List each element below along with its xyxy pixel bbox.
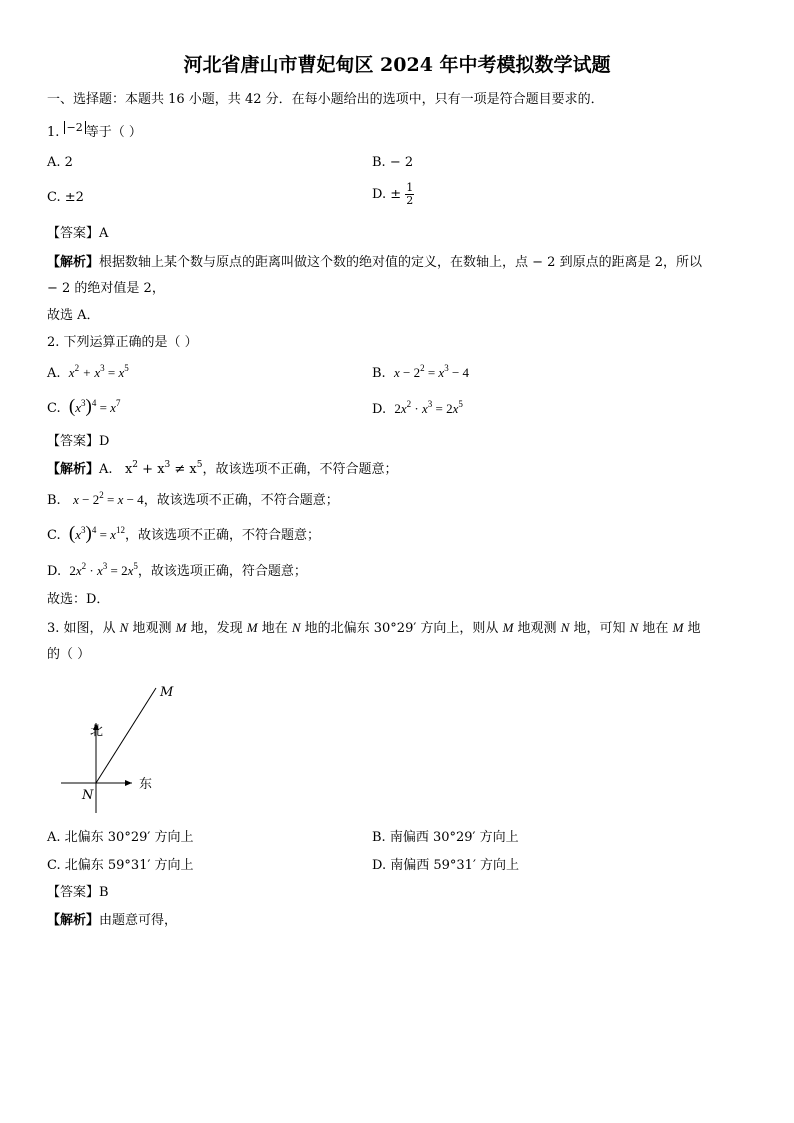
q1-option-b: B. − 2	[372, 155, 414, 170]
var-m: M	[502, 620, 514, 635]
option-label: B.	[372, 366, 386, 381]
q1-option-c: C. ±2	[47, 190, 84, 205]
text: 地观测	[513, 621, 561, 636]
analysis-tag: 【解析】	[47, 255, 100, 270]
var-n: N	[119, 620, 129, 635]
fraction-denominator: 2	[406, 194, 414, 207]
q1-conclusion: 故选 A．	[47, 308, 100, 323]
analysis-tag: 【解析】	[47, 462, 100, 477]
q2-expl-c-formula: $(x^3)^4 = x^{12}$	[68, 523, 125, 544]
var-m: M	[672, 620, 684, 635]
q2-expl-c-text: ，故该选项不正确，不符合题意；	[124, 528, 320, 543]
direction-ray	[96, 688, 156, 783]
q2-expl-b-formula: $x - 2^2 = x - 4$	[73, 490, 144, 507]
text: 3. 如图，从	[47, 621, 120, 636]
q1-analysis-line-1	[47, 254, 702, 272]
q2-stem: 2. 下列运算正确的是（ ）	[47, 335, 198, 350]
q2-option-d	[372, 400, 463, 419]
q3-option-c: C. 北偏东 59°31′ 方向上	[47, 858, 194, 873]
q1-option-d-prefix: D. ±	[372, 187, 402, 202]
analysis-tag: 【解析】	[47, 913, 100, 928]
q1-analysis-line-2: − 2 的绝对值是 2，	[47, 281, 165, 296]
option-label: D.	[47, 564, 62, 579]
var-m: M	[175, 620, 187, 635]
q3-stem-line-2: 的（ ）	[47, 647, 91, 662]
section-heading: 一、选择题：本题共 16 小题，共 42 分．在每小题给出的选项中，只有一项是符合题目要求的．	[47, 92, 604, 107]
q2-option-c-formula: $(x^3)^4 = x^7$	[68, 396, 121, 417]
fraction-numerator: 1	[406, 181, 414, 194]
q1-analysis-text-1: 根据数轴上某个数与原点的距离叫做这个数的绝对值的定义，在数轴上，点 − 2 到原点的距离是 2，所以	[99, 255, 702, 270]
text: 地的北偏东 30°29′ 方向上，则从	[300, 621, 503, 636]
q2-expl-d	[47, 562, 307, 581]
q1-stem	[47, 121, 142, 142]
option-label: C.	[47, 401, 61, 416]
q2-expl-a	[47, 461, 398, 479]
q3-option-b: B. 南偏西 30°29′ 方向上	[372, 830, 519, 845]
text: 地，发现	[186, 621, 247, 636]
q3-analysis-text: 由题意可得，	[99, 913, 178, 928]
point-m-label: M	[160, 685, 174, 700]
var-m: M	[246, 620, 258, 635]
q2-option-a-formula: $x^2 + x^3 = x^5$	[68, 363, 129, 380]
option-label: A.	[99, 462, 113, 477]
option-label: A.	[47, 366, 61, 381]
text: 地观测	[128, 621, 176, 636]
q3-option-d: D. 南偏西 59°31′ 方向上	[372, 858, 520, 873]
var-n: N	[291, 620, 301, 635]
q3-option-a: A. 北偏东 30°29′ 方向上	[47, 830, 194, 845]
option-label: C.	[47, 528, 61, 543]
q2-answer: 【答案】D	[47, 434, 110, 449]
q2-option-b	[372, 364, 469, 383]
q2-option-b-formula: $x - 2^2 = x^3 - 4$	[393, 363, 470, 380]
q2-expl-c	[47, 525, 320, 545]
point-n-label: N	[82, 788, 94, 803]
q1-option-d	[372, 182, 414, 207]
q3-stem-line-1	[47, 619, 701, 638]
q1-option-d-fraction	[405, 182, 414, 207]
q1-number: 1.	[47, 125, 60, 140]
q1-option-a: A. 2	[47, 155, 73, 170]
text: 地	[683, 621, 701, 636]
q2-expl-d-formula: $2x^2 \cdot x^3 = 2x^5$	[69, 561, 138, 578]
q2-option-c	[47, 398, 120, 418]
q2-expl-a-text: ，故该选项不正确，不符合题意；	[202, 462, 398, 477]
q1-stem-suffix: 等于（ ）	[85, 125, 142, 140]
q2-expl-a-formula: $x^2 + x^3 \ne x^5$	[124, 460, 203, 477]
option-label: D.	[372, 402, 387, 417]
q1-answer: 【答案】A	[47, 226, 109, 241]
q2-expl-b-text: ，故该选项不正确，不符合题意；	[143, 493, 339, 508]
text: 地，可知	[569, 621, 630, 636]
q2-option-a	[47, 364, 129, 383]
var-n: N	[560, 620, 570, 635]
q3-direction-figure	[55, 680, 185, 820]
q2-expl-b	[47, 491, 339, 510]
text: 地在	[638, 621, 673, 636]
page-title: 河北省唐山市曹妃甸区 2024 年中考模拟数学试题	[183, 54, 611, 76]
q2-conclusion: 故选：D．	[47, 592, 110, 607]
q2-option-d-formula: $2x^2 \cdot x^3 = 2x^5$	[394, 399, 463, 416]
q1-abs-value: −2	[64, 121, 86, 134]
east-label: 东	[139, 777, 153, 792]
var-n: N	[629, 620, 639, 635]
q3-analysis	[47, 912, 177, 930]
q3-answer: 【答案】B	[47, 885, 109, 900]
text: 地在	[257, 621, 292, 636]
north-label: 北	[90, 724, 104, 739]
option-label: B.	[47, 493, 61, 508]
q2-expl-d-text: ，故该选项正确，符合题意；	[137, 564, 307, 579]
